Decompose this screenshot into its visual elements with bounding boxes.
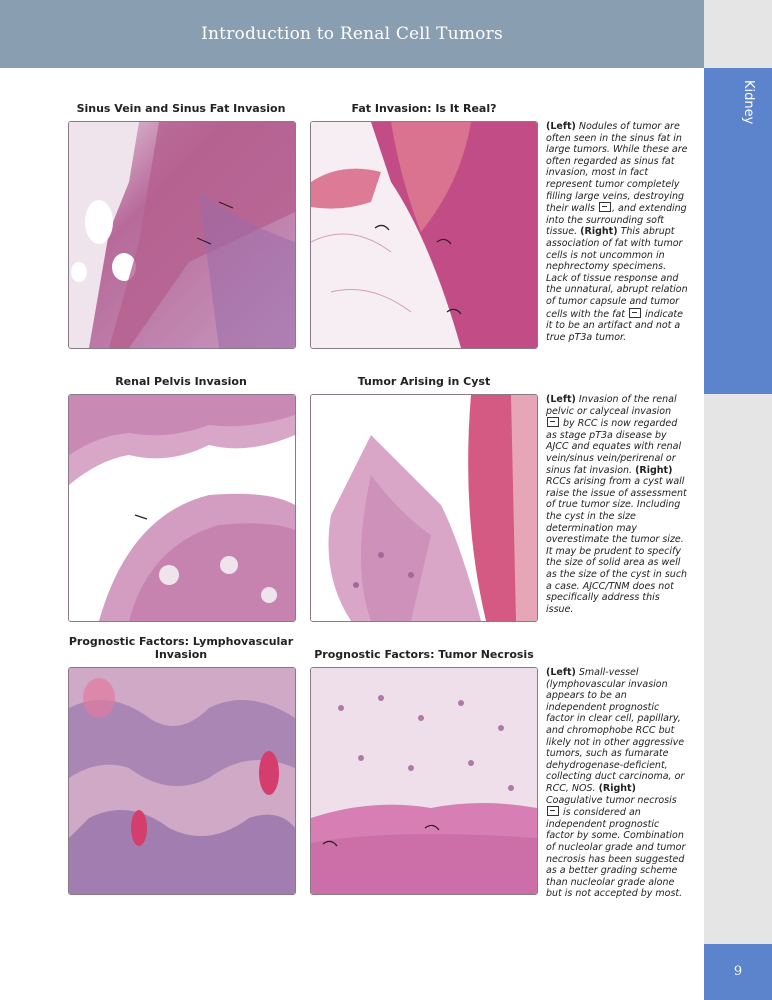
figure-title: Prognostic Factors: Lymphovascular Invasion [68, 635, 294, 661]
micrograph-lymphovascular [68, 667, 296, 895]
page-number: 9 [733, 964, 743, 979]
micrograph-renal-pelvis [68, 394, 296, 622]
micrograph-sinus-vein [68, 121, 296, 349]
caption-row-3: (Left) Small-vessel (lymphovascular invasion appears to be an independent prognostic factor in clear cell, papillary, and chromophobe RCC but likely not in other aggressive tumors, such as fumarate dehydrogenase-deficient, collecting duct carcinoma, or RCC, NOS. (Right) Coagulative tumor necrosis is considered an independent prognostic factor by some. Combination of nucleolar grade and tumor necrosis has been suggested as a better grading scheme than nucleolar grade alone but is not accepted by most. [546, 667, 686, 900]
arrow-symbol-icon [629, 308, 641, 318]
caption-row-2: (Left) Invasion of the renal pelvic or calyceal invasion by RCC is now regarded as stage pT3a disease by AJCC and equates with renal vein/sinus vein/perirenal or sinus fat invasion. (Right) RCCs arising from a cyst wall raise the issue of assessment of true tumor size. Including the cyst in the size determination may overestimate the tumor size. It may be prudent to specify the size of solid area as well as the size of the cyst in such a case. AJCC/TNM does not specifically address this issue. [546, 394, 688, 615]
arrow-symbol-icon [547, 417, 559, 427]
micrograph-fat-invasion [310, 121, 538, 349]
arrow-symbol-icon [547, 806, 559, 816]
chapter-tab [704, 68, 772, 394]
chapter-tab-label: Kidney [741, 80, 756, 125]
page-title: Introduction to Renal Cell Tumors [201, 24, 503, 44]
caption-row-1: (Left) Nodules of tumor are often seen in the sinus fat in large tumors. While these are often regarded as sinus fat invasion, most in fact represent tumor completely filling large veins, destroying their walls , and extending into the surrounding soft tissue. (Right) This abrupt association of fat with tumor cells is not uncommon in nephrectomy specimens. Lack of tissue response and the unnatural, abrupt relation of tumor capsule and tumor cells with the fat indicate it to be an artifact and not a true pT3a tumor. [546, 121, 688, 343]
figure-title: Tumor Arising in Cyst [357, 375, 491, 388]
arrow-symbol-icon [599, 202, 611, 212]
figure-title: Prognostic Factors: Tumor Necrosis [314, 648, 534, 661]
figure-title: Sinus Vein and Sinus Fat Invasion [76, 102, 286, 115]
figure-title: Fat Invasion: Is It Real? [351, 102, 497, 115]
micrograph-tumor-in-cyst [310, 394, 538, 622]
figure-title: Renal Pelvis Invasion [115, 375, 247, 388]
micrograph-tumor-necrosis [310, 667, 538, 895]
